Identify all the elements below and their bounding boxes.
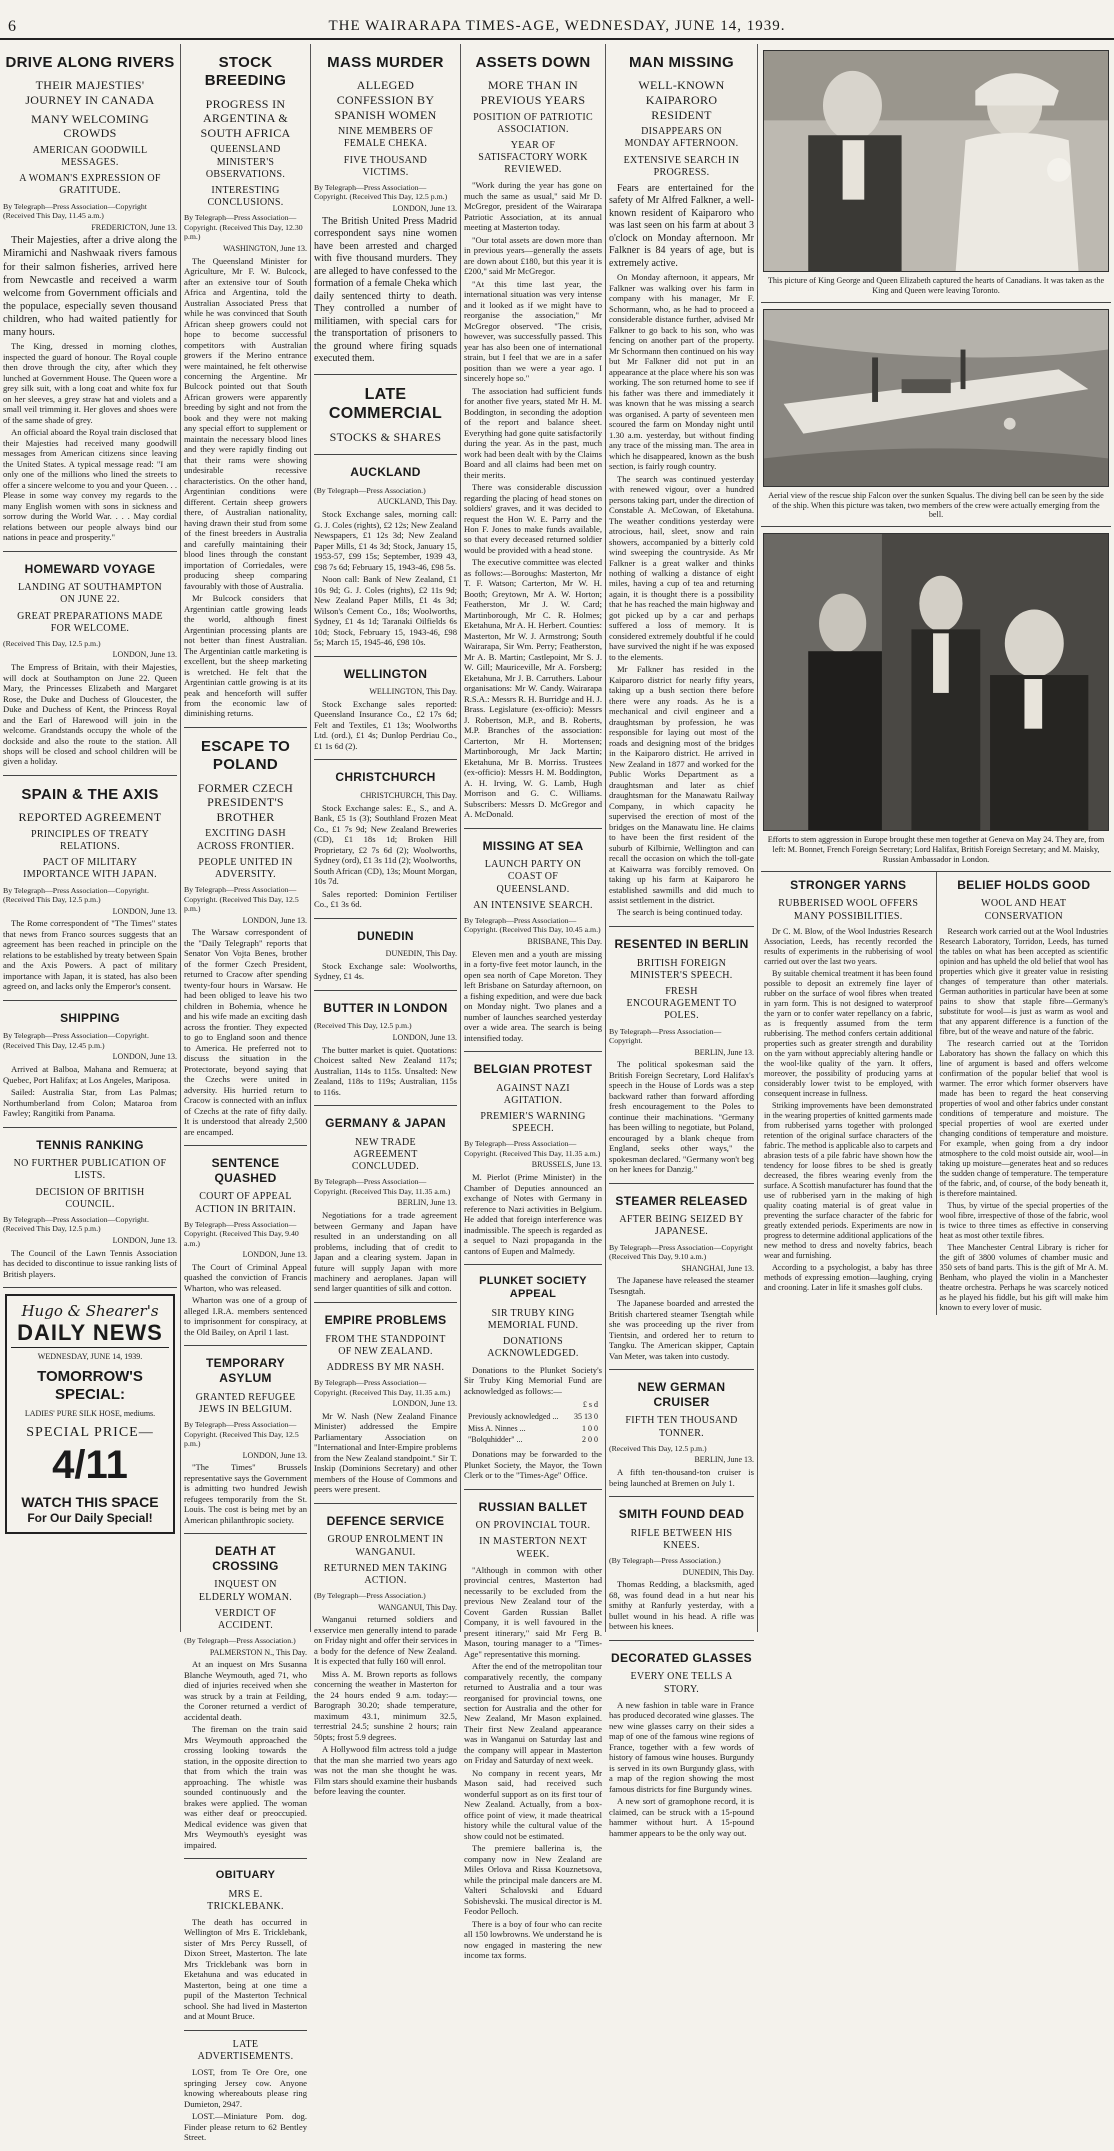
subheading: FIVE THOUSAND VICTIMS. [343, 154, 428, 178]
paragraph: Research work carried out at the Wool Industries Research Laboratory, Torridon, Leeds, has turned the tables on what has been accepted as scientific opinion and has upheld the old belief that wool has properties which give it greater value in resisting changes of temperature than other materials. German authorities in particular have been at some pains to show that staple fibre—Germany's substitute for wool—is just as warm as wool and that any apparent difference is a function of the fibre, but of the weave and nature of the fabric. [939, 926, 1108, 1036]
table-row [466, 1400, 600, 1410]
table-cell [466, 1400, 568, 1410]
credit-line: By Telegraph—Press Association—Copyright. (Received This Day, 12.5 p.m.) [184, 885, 299, 914]
paragraph: The butter market is quiet. Quotations: Choicest salted New Zealand 117s; Australian, 114s to 115s. Unsalted: New Zealand, 118s to 119s; Australian, 115s to 116s. [314, 1044, 457, 1097]
dateline: BRISBANE, This Day. [527, 936, 602, 946]
paragraph: Donations may be forwarded to the Plunket Society, the Mayor, the Town Clerk or to the "Times-Age" Office. [464, 1449, 602, 1481]
headline: PLUNKET SOCIETY APPEAL [479, 1275, 587, 1301]
column-3 [311, 44, 460, 1797]
paragraph: Miss A. M. Brown reports as follows concerning the weather in Masterton for the 24 hours ended 9 a.m. today:—Barograph 30.20; shade temperature, maximum 43.1, minimum 32.5, terrestrial 24.5; sunshine 2 hours; rain 50pts; frost 5.9 degrees. [314, 1668, 457, 1742]
paragraph: The Rome correspondent of "The Times" states that news from Franco sources suggests that an agreement has been reached in principle on the relations to be established by treaty between Spain and the Axis Powers. A pact of military importance with Japan, it is stated, has also been agreed on, and lacks only the Emperor's consent. [3, 918, 177, 992]
subheading: THEIR MAJESTIES' JOURNEY IN CANADA [25, 78, 155, 107]
paragraph: The Japanese have released the steamer Tsesngtah. [609, 1275, 754, 1296]
table-cell: 1 0 0 [582, 1423, 598, 1433]
subheading: GRANTED REFUGEE JEWS IN BELGIUM. [195, 1391, 296, 1415]
headline: RESENTED IN BERLIN [614, 936, 749, 951]
subheading: FORMER CZECH PRESIDENT'S BROTHER [197, 780, 294, 824]
article-escape-to-poland [184, 728, 307, 1146]
dateline: LONDON, June 13. [112, 1052, 177, 1062]
ad-daily: For Our Daily Special! [27, 1511, 153, 1526]
subheading: WOOL AND HEAT CONSERVATION [981, 898, 1067, 922]
column-2 [181, 44, 310, 2143]
headline: MISSING AT SEA [482, 838, 584, 853]
headline: MAN MISSING [629, 54, 734, 71]
credit-line: By Telegraph—Press Association—Copyright (Received This Day, 11.45 a.m.) [3, 201, 147, 221]
paragraph: The fireman on the train said Mrs Weymouth approached the crossing looking towards the station, in the opposite direction to that from which the train was approaching. The whistle was sounded continuously and the brakes were applied. The woman was either deaf or preoccupied. Medical evidence was given that Mrs Weymouth's eyesight was impaired. [184, 1724, 307, 1850]
paragraph: No company in recent years, Mr Mason said, had received such wonderful support as on its first tour of New Zealand. Actually, from a box-office point of view, it made theatrical history while the cultural value of the show could not be estimated. [464, 1767, 602, 1841]
paragraph: "At this time last year, the international situation was very intense and it looked as if we might have to reorganise the association," Mr McGregor observed. "The crisis, however, was successfully passed. This year has also been one of international strain, but I feel that we are in a safer position than we were a year ago. I sincerely hope so." [464, 278, 602, 384]
paragraph: An official aboard the Royal train disclosed that their Majesties had received many goodwill messages from American citizens since leaving the United States. A typical message read: "I am only one of the millions who lined the streets to offer a sincere welcome to you and your Queen. . . Please in some way convey my regards to the many English women with sons in sickness and sorrow during the World War. . . . May cordial relations between our people always bind our nations in peace and prosperity." [3, 427, 177, 543]
ad-price: 4/11 [52, 1443, 128, 1488]
article-assets-down [464, 44, 602, 829]
article-dunedin [314, 919, 457, 991]
subheading: PRINCIPLES OF TREATY RELATIONS. [30, 828, 150, 853]
article-belief-holds-good [936, 872, 1112, 1315]
subheading: INTERESTING CONCLUSIONS. [207, 185, 284, 209]
subheading: QUEENSLAND MINISTER'S OBSERVATIONS. [205, 144, 286, 180]
subheading: WELL-KNOWN KAIPARORO RESIDENT [638, 78, 725, 122]
headline: GERMANY & JAPAN [325, 1116, 446, 1131]
paragraph: A new sort of gramophone record, it is claimed, can be struck with a 15-pound hammer without hurt. A 15-pound hammer appears to be the only way out. [609, 1796, 754, 1838]
dateline: LONDON, June 13. [242, 915, 307, 925]
table-cell: Miss A. Ninnes ... [468, 1423, 526, 1433]
paragraph: A new fashion in table ware in France has produced decorated wine glasses. The new wine glasses carry on their sides a map of one of the famous wine regions of France, together with a few words of history of famous wine houses. Burgundy is served in its own Burgundy glass, with a map of the region showing the most famous districts for fine Burgundy wines. [609, 1699, 754, 1794]
subheading: A WOMAN'S EXPRESSION OF GRATITUDE. [19, 173, 161, 197]
table-row [466, 1435, 600, 1445]
subheading: YEAR OF SATISFACTORY WORK REVIEWED. [478, 139, 588, 176]
article-auckland [314, 455, 457, 656]
article-man-missing [609, 44, 754, 927]
article-stock-breeding [184, 44, 307, 728]
subheading: LAUNCH PARTY ON COAST OF QUEENSLAND. [484, 859, 582, 895]
column-1 [0, 44, 180, 1632]
article-decorated-glasses [609, 1641, 754, 1846]
credit-line: (By Telegraph—Press Association.) [609, 1556, 721, 1566]
paragraph: Stock Exchange sale: Woolworths, Sydney, £1 4s. [314, 960, 457, 982]
paragraph: "Our total assets are down more than in previous years—generally the assets are down about £180, but this year it is £200," said Mr McGregor. [464, 234, 602, 277]
subheading: DECISION OF BRITISH COUNCIL. [35, 1186, 145, 1210]
table-row [466, 1412, 600, 1422]
subheading: NINE MEMBERS OF FEMALE CHEKA. [337, 126, 434, 150]
paragraph: The executive committee was elected as follows:—Boroughs: Masterton, Mr T. F. Watson; Carterton, Mr W. H. Booth; Greytown, Mr A. W. Horton; Featherston, Mr J. W. Card; Martinborough, Mr C. R. Holmes; Eketahuna, Mr A. H. Herbert. Counties: Masterton, Mr W. J. Armstrong; South Wairarapa, Sir Wm. Perry; Featherston, Mr A. B. Martin; Castlepoint, Mr S. J. W. Gill; Mauriceville, Mr A. Forsberg; Eketahuna, Mr J. B. Carruthers. Labour organisations: Mr W. Candy. Wairarapa R.S.A.: Messrs R. H. Burridge and H. J. Brass. Legislature (ex-officio): Messrs J. Robertson, M.P., and B. Roberts, M.P. Branches of the association: Carterton, Mr H. Mortensen; Martinborough, Mr Jack Martin; Eketahuna, Mr B. Morriss. Trustees (ex-officio): Messrs H. M. Boddington, A. H. Irving, W. G. Lamb, Hugh Morrison and G. C. Williams. Subscribers: Messrs D. McGregor and A. McDonald. [464, 557, 602, 820]
subheading: EVERY ONE TELLS A STORY. [630, 1671, 733, 1695]
article-death-at-crossing [184, 1534, 307, 1859]
headline: BUTTER IN LONDON [323, 1000, 448, 1015]
column-6 [758, 44, 1114, 1632]
article-homeward-voyage [3, 552, 177, 776]
ad-item: LADIES' PURE SILK HOSE, mediums. [24, 1408, 156, 1418]
paragraph: "The Times" Brussels representative says the Government is admitting two hundred Jewish refugees temporarily from the St. Louis. The cost is being met by an American philanthropic society. [184, 1462, 307, 1525]
headline: TENNIS RANKING [36, 1137, 144, 1152]
headline: STEAMER RELEASED [615, 1193, 748, 1208]
subheading: PROGRESS IN ARGENTINA & SOUTH AFRICA [200, 96, 291, 140]
table-cell: 35 13 0 [574, 1411, 598, 1421]
dateline: LONDON, June 13. [392, 203, 457, 213]
subheading: GROUP ENROLMENT IN WANGANUI. [327, 1534, 444, 1558]
subheading: EXCITING DASH ACROSS FRONTIER. [196, 828, 295, 852]
paragraph: Mr W. Nash (New Zealand Finance Minister) addressed the Empire Parliamentary Association on "International and Inter-Empire problems from the New Zealand standpoint." Sir T. Inskip (Dominions Secretary) and other members of the House of Commons and peers were present. [314, 1410, 457, 1495]
headline: DRIVE ALONG RIVERS [5, 54, 175, 71]
dateline: LONDON, June 13. [242, 1450, 307, 1460]
headline: SHIPPING [60, 1010, 120, 1025]
subheading: RUBBERISED WOOL OFFERS MANY POSSIBILITIES. [778, 898, 919, 922]
subheading: RIFLE BETWEEN HIS KNEES. [630, 1527, 733, 1551]
paragraph: Sales reported: Dominion Fertiliser Co., £1 3s 6d. [314, 888, 457, 910]
table-cell: Previously acknowledged ... [468, 1411, 559, 1421]
credit-line: (Received This Day, 12.5 p.m.) [609, 1443, 707, 1453]
dateline: LONDON, June 13. [392, 1032, 457, 1042]
paragraph: The research carried out at the Torridon Laboratory has shown the fallacy on which this line of argument is based and offers welcome confirmation of the popular belief that wool is warmer. The error which former observers have made has been to regard the heat conserving properties of wool and other fabrics under constant conditions of temperature and moisture. The special properties of wool are exerted under changing conditions of temperature and moisture. For example, when going from a dry indoor atmosphere to the cold moist outside air, wool—in taking up moisture—generates heat and so reduces the sudden change of temperature. The temperature of the fabric, and, of course, of the body beneath it, is therefore maintained. [939, 1038, 1108, 1198]
paragraph: "Work during the year has gone on much the same as usual," said Mr D. McGregor, president of the Wairarapa Patriotic Association, at its annual meeting at Masterton today. [464, 180, 602, 233]
headline: BELGIAN PROTEST [473, 1062, 593, 1077]
article-defence-service [314, 1504, 457, 1805]
dateline: WANGANUI, This Day. [378, 1602, 457, 1612]
column-6-articles [761, 872, 1111, 1315]
paragraph: Sailed: Australia Star, from Las Palmas; Northumberland from Colon; Mataroa from Fawley; Rangitiki from Panama. [3, 1087, 177, 1119]
subheading: NEW TRADE AGREEMENT CONCLUDED. [351, 1136, 420, 1173]
headline: ESCAPE TO POLAND [200, 737, 291, 774]
credit-line: By Telegraph—Press Association—Copyright. (Received This Day, 11.35 a.m.) [464, 1139, 601, 1158]
subheading: NO FURTHER PUBLICATION OF LISTS. [13, 1158, 167, 1182]
dateline: CHRISTCHURCH, This Day. [360, 790, 457, 800]
credit-line: (Received This Day, 12.5 p.m.) [3, 638, 101, 648]
advertisement-daily-news [5, 1294, 175, 1534]
headline: MASS MURDER [327, 54, 444, 71]
dateline: BRUSSELS, June 13. [531, 1160, 602, 1170]
headline: SPAIN & THE AXIS [21, 785, 159, 803]
dateline: LONDON, June 13. [112, 650, 177, 660]
subheading: VERDICT OF ACCIDENT. [214, 1607, 277, 1631]
credit-line: By Telegraph—Press Association—Copyright. (Received This Day, 12.5 p.m.) [314, 182, 448, 202]
paragraph: The Empress of Britain, with their Majesties, will dock at Southampton on June 22. Queen Mary, the Princesses Elizabeth and Margaret Rose, the Duke and Duchess of Gloucester, the Duke and Duchess of Kent, the Princess Royal and the Earl of Harewood will join in the welcome. Grandstands occupy the whole of the dockside and also the route to the station. All shops will be closed and school children will be given a holiday. [3, 662, 177, 767]
paragraph: Stock Exchange sales: E., S., and A. Bank, £5 1s (3); Southland Frozen Meat Co., £1 7s 9d; New Zealand Breweries (CD), £1 18s 1d; Broken Hill Proprietary, £2 7s 6d (2); Woolworths, Sydney (ord), £1 3s 11d (2); Woolworths, South African (CD), 13s; Mount Morgan, 10s 7d. [314, 802, 458, 887]
column-5 [606, 44, 757, 1838]
ad-watch: WATCH THIS SPACE [21, 1494, 159, 1511]
subheading: AMERICAN GOODWILL MESSAGES. [32, 144, 148, 168]
dateline: BERLIN, June 13. [397, 1198, 457, 1208]
subheading: MRS E. TRICKLEBANK. [207, 1888, 284, 1912]
article-new-german-cruiser [609, 1370, 754, 1497]
article-steamer-released [609, 1184, 754, 1371]
donations-table [464, 1398, 602, 1447]
paragraph: The death has occurred in Wellington of Mrs E. Tricklebank, sister of Mrs Percy Russell, of Dixon Street, Masterton. The late Mrs Tricklebank was born in Eketahuna and was educated in Masterton, being at one time a pupil of the Masterton Technical school. She had lived in Masterton and at Mount Bruce. [184, 1916, 307, 2022]
article-germany-japan [314, 1106, 457, 1303]
dateline: LONDON, June 13. [112, 906, 177, 916]
paragraph: Striking improvements have been demonstrated in the wearing properties of knitted garments made from rubberised yarns together with prolonged retention of the original surface characters of the fabric. The method is applicable also to carpets and abrasion tests of a pile fabric have shown how the tendency for loose fibres to be shed is greatly decreased, the fibres wearing evenly from the surface. A Scottish manufacturer has found that the use of rubberised yarn in the making of high quality coating material is of great value in preventing the surface character of the fabric for greatly extended periods. Experiments are now in progress to determine additional applications of the new method to dress and novelty fabrics, beach wear and furnishing. [764, 1100, 933, 1260]
paragraph: After the end of the metropolitan tour comparatively recently, the company returned to Australia and a tour was reorganised for provincial towns, one section for Australia and the other for New Zealand, Mr Mason explained. Their first New Zealand appearance was in Wanganui on Saturday last and the company will appear in Masterton on Friday and Saturday of next week. [464, 1661, 602, 1766]
credit-line: By Telegraph—Press Association—Copyright. [609, 1026, 722, 1046]
table-cell: £ s d [582, 1400, 598, 1410]
credit-line: (By Telegraph—Press Association.) [314, 1591, 426, 1601]
dateline: FREDERICTON, June 13. [91, 222, 177, 232]
subheading: AN INTENSIVE SEARCH. [473, 899, 593, 911]
article-russian-ballet [464, 1490, 602, 1969]
subheading: FRESH ENCOURAGEMENT TO POLES. [626, 985, 737, 1022]
ad-brand: DAILY NEWS [11, 1320, 169, 1348]
subheading: EXTENSIVE SEARCH IN PROGRESS. [623, 154, 740, 178]
dateline: WELLINGTON, This Day. [369, 687, 457, 697]
geneva-statesmen-photo [763, 533, 1109, 831]
article-obituary [184, 1859, 307, 2031]
paragraph: The Warsaw correspondent of the "Daily Telegraph" reports that Senator Von Vojta Benes, brother of the former Czech President, returned to Cracow after spending twenty-four hours in Warsaw. He had been obliged to leave his two children in Bohemia, whence he and his wife made an exciting dash across the frontier. They expected to go to England soon and thence to America. He preferred not to discuss the situation in the Protectorate, beyond saying that the Czechs were united in adversity. His hurried return to Cracow is connected with an influx of Czechs at the rate of fifty daily. It is understood that already 2,500 are encamped. [184, 927, 307, 1137]
headline: OBITUARY [215, 1869, 276, 1882]
paragraph: The association had sufficient funds for another five years, stated Mr H. M. Boddington, in seconding the adoption of the report and balance sheet. Everything had gone quite satisfactorily during the year. As in the past, much work had been dealt with by the Claims Board and all claims had been met on their merits. [464, 385, 602, 480]
paragraph: There was considerable discussion regarding the placing of head stones on soldiers' graves, and it was decided to request the Hon W. E. Parry and the Hon F. Jones to make funds available, so that every deceased returned soldier would be provided with a head stone. [464, 482, 602, 555]
article-sentence-quashed [184, 1146, 307, 1346]
headline: SENTENCE QUASHED [211, 1156, 280, 1185]
ad-date: WEDNESDAY, JUNE 14, 1939. [37, 1352, 143, 1362]
paragraph: According to a psychologist, a baby has three methods of expressing emotion—laughing, crying and crooning. Later in life it smashes golf clubs. [764, 1262, 933, 1292]
paragraph: Thus, by virtue of the special properties of the wool fibre, irrespective of those of the fabric, wool is twice to three times as effective in conserving heat as most other textile fibres. [939, 1200, 1108, 1240]
credit-line: By Telegraph—Press Association—Copyright (Received This Day, 9.10 a.m.) [609, 1242, 753, 1262]
paragraph: Donations to the Plunket Society's Sir Truby King Memorial Fund are acknowledged as follows:— [464, 1364, 602, 1396]
classified-ad: LOST, from Te Ore Ore, one springing Jersey cow. Anyone knowing whereabouts please ring Dumieton, 2947. [184, 2067, 307, 2109]
dateline: LONDON, June 13. [242, 1250, 307, 1260]
credit-line: By Telegraph—Press Association—Copyright. (Received This Day, 12.5 p.m.) [3, 1214, 149, 1234]
article-stronger-yarns [761, 872, 936, 1315]
headline: CHRISTCHURCH [335, 770, 436, 785]
paragraph: The Japanese boarded and arrested the British chartered steamer Tsengtah while she was proceeding up the river from Tientsin, and ordered her to return to Tangku. The American skipper, Captain Van Meter, was taken into custody. [609, 1298, 754, 1361]
credit-line: (By Telegraph—Press Association.) [314, 485, 426, 495]
subheading: IN MASTERTON NEXT WEEK. [479, 1536, 587, 1560]
headline: SMITH FOUND DEAD [618, 1507, 745, 1522]
subheading: PEOPLE UNITED IN ADVERSITY. [198, 856, 293, 880]
paragraph: Dr C. M. Blow, of the Wool Industries Research Association, Leeds, has recently recorded the results of experiments in the rubberising of wool carried out over the last two years. [764, 926, 933, 966]
subheading: ALLEGED CONFESSION BY SPANISH WOMEN [334, 78, 437, 122]
article-missing-at-sea [464, 829, 602, 1052]
table-cell: "Bolquhidder" ... [468, 1435, 523, 1445]
dateline: AUCKLAND, This Day. [377, 497, 457, 507]
dateline: PALMERSTON N., This Day. [209, 1647, 307, 1657]
headline: LATE COMMERCIAL [328, 385, 443, 423]
subheading: PREMIER'S WARNING SPEECH. [480, 1111, 586, 1135]
dateline: SHANGHAI, June 13. [681, 1263, 754, 1273]
paragraph: M. Pierlot (Prime Minister) in the Chamber of Deputies announced an exchange of Notes with Germany in reference to Nazi activities in Belgium. He added that foreign interference was inadmissible. The speech is regarded as a sequel to Nazi propaganda in the cantons of Eupen and Malmedy. [464, 1172, 602, 1256]
article-tennis-ranking [3, 1128, 177, 1289]
paragraph: Negotiations for a trade agreement between Germany and Japan have resulted in an understanding on all problems, including that of credit to Japan and a clearing system. Japan in future will supply Japan with more machinery and aeroplanes. Japan will send larger quantities of silk and cotton. [314, 1210, 457, 1294]
subheading: GREAT PREPARATIONS MADE FOR WELCOME. [17, 610, 163, 634]
article-plunket-society [464, 1265, 602, 1489]
ad-special: TOMORROW'S SPECIAL: [37, 1368, 143, 1404]
paragraph: Stock Exchange sales reported: Queensland Insurance Co., £2 17s 6d; Felt and Textiles, £1 13s; Woolworths Ltd. (ord.), £1 4s; Dunlop Perdriau Co., £1 1s 6d (2). [314, 698, 457, 751]
rescue-ship-photo [763, 309, 1109, 487]
credit-line: (By Telegraph—Press Association.) [184, 1636, 296, 1646]
paragraph: A Hollywood film actress told a judge that the man she married two years ago was not the man she thought he was. Film stars should examine their husbands before leaving the counter. [314, 1744, 457, 1797]
paragraph: Mr Falkner has resided in the Kaiparoro district for nearly fifty years, taking up a bush section there before there were any roads. As he is a mechanical and civil engineer and a draughtsman by profession, he was responsible for laying out most of the roads and designing most of the bridges in the Kaiparoro district. He arrived in New Zealand in 1877 and worked for the Public Works Department as a draughtsman and later as chief draughtsman for the Manawatu Railway Company, in which capacity he supervised the erection of most of the bridges on the Manawatu line. He claims to have been the first resident of the suburb of Kilbirnie, Wellington and can recall the occasion on which the toll-gate at Kaiwarra was forcibly removed. On taking up his farm at Kaiparoro he established sawmills and did much to assist settlement in the district. [609, 664, 754, 905]
photo-caption: Aerial view of the rescue ship Falcon over the sunken Squalus. The diving bell can be seen by the side of the ship. When this picture was taken, two members of the crew were actually emerging from the bell. [761, 491, 1111, 528]
lead-paragraph: Fears are entertained for the safety of Mr Alfred Falkner, a well-known resident of Kaiparoro who was last seen on his farm at about 3 o'clock on Monday afternoon. Mr Falkner is 84 years of age, but is extremely active. [609, 182, 754, 269]
article-wellington [314, 657, 457, 761]
subheading: STOCKS & SHARES [329, 429, 442, 444]
page-number: 6 [8, 18, 16, 35]
paragraph: Wanganui returned soldiers and exservice men generally intend to parade on Friday night and offer their services in a body for the defence of New Zealand. It is expected that fully 160 will enrol. [314, 1614, 457, 1667]
article-drive-along-rivers [3, 44, 177, 552]
headline: DECORATED GLASSES [611, 1650, 752, 1665]
headline: AUCKLAND [350, 465, 421, 480]
credit-line: By Telegraph—Press Association—Copyright. (Received This Day, 12.30 p.m.) [184, 213, 303, 242]
article-resented-in-berlin [609, 927, 754, 1184]
paragraph: By suitable chemical treatment it has been found possible to deposit an extremely fine layer of rubber on the surface of wool fibres when treated in yarn form. This is not designed to waterproof the yarn or to confer water repellancy on a fabric, as is frequently assumed from the term rubberising. The method confers certain additional properties such as greater strength and durability on the yarn without appreciably altering handle or the wool-like quality of the yarn. It offers, moreover, the possibility of producing yarns at considerably lower twist to be employed, with consequent increase in fullness. [764, 968, 933, 1098]
lead-paragraph: The British United Press Madrid correspondent says nine women have been arrested and charged with five thousand murders. They are alleged to have confessed to the formation of a female Cheka which daily sentenced thirty to death. They controlled a number of militiamen, with special cars for the transportation of prisoners to the ground where firing squads executed them. [314, 215, 457, 365]
subheading: DONATIONS ACKNOWLEDGED. [487, 1336, 579, 1360]
paragraph: A fifth ten-thousand-ton cruiser is being launched at Bremen on July 1. [609, 1467, 754, 1488]
section-late-commercial [314, 375, 457, 456]
masthead [0, 0, 1114, 40]
headline: RUSSIAN BALLET [478, 1499, 588, 1514]
subheading: LANDING AT SOUTHAMPTON ON JUNE 22. [17, 582, 163, 606]
headline: WELLINGTON [343, 666, 428, 681]
dateline: DUNEDIN, This Day. [385, 949, 457, 959]
article-belgian-protest [464, 1052, 602, 1265]
subheading: FIFTH TEN THOUSAND TONNER. [625, 1415, 738, 1439]
article-spain-and-axis [3, 776, 177, 1001]
paragraph: Stock Exchange sales, morning call: G. J. Coles (rights), £2 12s; New Zealand Newspapers, £1 12s 3d; New Zealand Paper Mills, £1 4s 3d; Stock, January 15, 1953-57, £99 15s; September, 1939 43, £98 7s 6d; February 15, 1943-46, £98 5s. [314, 509, 457, 572]
subheading: AFTER BEING SEIZED BY JAPANESE. [619, 1214, 744, 1238]
article-butter-in-london [314, 991, 457, 1106]
article-shipping [3, 1001, 177, 1128]
royal-couple-photo [763, 50, 1109, 272]
article-temporary-asylum [184, 1346, 307, 1534]
subheading: POSITION OF PATRIOTIC ASSOCIATION. [473, 111, 593, 135]
paragraph: The premiere ballerina is, the company now in New Zealand are Miles Orlova and Rissa Kouznetsova, while the principal male dancers are M. Valteri Schalovski and Eduard Sobishevski. The musical director is M. Feodor Pelloch. [464, 1843, 602, 1917]
subheading: DISAPPEARS ON MONDAY AFTERNOON. [624, 126, 739, 150]
table-cell: 2 0 0 [582, 1435, 598, 1445]
ad-logo: Hugo & Shearer's [21, 1302, 159, 1321]
headline: NEW GERMAN CRUISER [637, 1380, 726, 1409]
article-empire-problems [314, 1303, 457, 1504]
credit-line: By Telegraph—Press Association—Copyright. (Received This Day, 9.40 a.m.) [184, 1219, 299, 1248]
subheading: ADDRESS BY MR NASH. [326, 1361, 445, 1373]
article-smith-found-dead [609, 1497, 754, 1641]
headline: DUNEDIN [357, 928, 414, 943]
dateline: LONDON, June 13. [112, 1235, 177, 1245]
credit-line: By Telegraph—Press Association—Copyright. (Received This Day, 11.35 a.m.) [314, 1378, 451, 1397]
paragraph: On Monday afternoon, it appears, Mr Falkner was walking over his farm in company with his manager, Mr F. Schormann, who, as he had to proceed a considerable distance further, advised Mr Falkner to go back to his son, who was fencing on another part of the property. Mr Schormann then continued on his way but Mr Falkner did not put in an appearance at the place where his son was working. The son returned home to see if his father was there and immediately it was known that he was missing a search was organised. A party of seventeen men scoured the farm on Monday night until 1.30 a.m. yesterday, but without finding any trace of the missing man. The area in which he disappeared, known as the bush section, is fairly rough country. [609, 272, 754, 472]
photo-caption: This picture of King George and Queen Elizabeth captured the hearts of Canadians. It was taken as the King and Queen were leaving Toronto. [761, 276, 1111, 303]
subheading: FROM THE STANDPOINT OF NEW ZEALAND. [325, 1333, 446, 1357]
paragraph: There is a boy of four who can recite all 150 lowbrowns. We understand he is now engaged in mastering the new income tax forms. [464, 1918, 602, 1961]
credit-line: By Telegraph—Press Association—Copyright. (Received This Day, 10.45 a.m.) [464, 915, 601, 935]
headline: TEMPORARY ASYLUM [206, 1356, 285, 1386]
paragraph: Noon call: Bank of New Zealand, £1 10s 9d; G. J. Coles (rights), £2 11s 9d; New Zealand Paper Mills, £1 4s 3d; Wilson's Cement Co., 18s; Woolworths, Sydney, £1 4s 1d; Taranaki Oilfields 6s 10d; Stock, February 15, 1943-46, £98 5s; March 15, 1945-46, £98 10s. [314, 574, 457, 648]
paragraph: The King, dressed in morning clothes, inspected the guard of honour. The Royal couple then drove through the city, after which they lunched at Government House. The Queen wore a grey silk suit, with a long coat and white fox fur on her sleeves, a grey straw hat and violets and a small veil trimming it. Her gloves and shoes were of the same shade of grey. [3, 341, 177, 425]
dateline: BERLIN, June 13. [694, 1455, 754, 1465]
paragraph: The Queensland Minister for Agriculture, Mr F. W. Bulcock, after an extensive tour of South Africa and Argentina, told the Australian Associated Press that while he was convinced that South African sheep growers could not hope to become successful competitors with Australian growers if the Merino entrance were maintained, he felt otherwise concerning the Argentine. Mr Bulcock pointed out that South African growers were apparently breeding by sight and not from the book and they were not making any special effort to supplement or maintain the necessary blood lines and they were rapidly finding out that their rams were showing undesirable recessive characteristics. On the other hand, Argentinian conditions were different. Certain sheep growers there, of Australian nationality, having drawn their stud from some of the finest breeders in Australia and carefully maintaining their blood lines through the constant importation of Corriedales, were producing sheep comparing favourably with those of Australia. [184, 255, 307, 591]
headline: EMPIRE PROBLEMS [324, 1312, 447, 1327]
paragraph: "Although in common with other provincial centres, Masterton had necessarily to be excluded from the previous New Zealand tour of the Covent Garden Russian Ballet Company, it is well favoured in the present itinerary," said Mr Ferg B. Mason, touring manager to a "Times-Age" representative this morning. [464, 1564, 602, 1659]
headline: LATE ADVERTISEMENTS. [197, 2038, 294, 2062]
paragraph: Wharton was one of a group of alleged I.R.A. members sentenced to imprisonment for conspiracy, at the Old Bailey, on April 1 last. [184, 1295, 307, 1337]
credit-line: By Telegraph—Press Association—Copyright. (Received This Day, 12.5 p.m.) [184, 1420, 299, 1449]
subheading: INQUEST ON ELDERLY WOMAN. [198, 1579, 293, 1603]
geneva-statesmen-image [764, 534, 1108, 830]
credit-line: By Telegraph—Press Association—Copyright. (Received This Day, 12.5 p.m.) [3, 885, 149, 905]
subheading: PACT OF MILITARY IMPORTANCE WITH JAPAN. [23, 857, 157, 881]
paragraph: Arrived at Balboa, Mahana and Remuera; at Quebec, Port Halifax; at Los Angeles, Mariposa. [3, 1064, 177, 1085]
newspaper-title: THE WAIRARAPA TIMES-AGE, WEDNESDAY, JUNE 14, 1939. [328, 18, 786, 34]
article-christchurch [314, 760, 457, 918]
headline: DEATH AT CROSSING [212, 1544, 279, 1573]
headline: BELIEF HOLDS GOOD [957, 877, 1091, 892]
subheading: AGAINST NAZI AGITATION. [496, 1082, 570, 1106]
subheading: ON PROVINCIAL TOUR. [475, 1520, 591, 1532]
credit-line: (Received This Day, 12.5 p.m.) [314, 1021, 412, 1031]
photo-caption: Efforts to stem aggression in Europe brought these men together at Geneva on May 24. They are, from left: M. Bonnet, French Foreign Secretary; Lord Halifax, British Foreign Secretary; and M. Maisky, Russian Ambassador in London. [761, 835, 1111, 872]
dateline: DUNEDIN, This Day. [682, 1567, 754, 1577]
credit-line: By Telegraph—Press Association—Copyright. (Received This Day, 12.45 p.m.) [3, 1031, 149, 1050]
paragraph: Eleven men and a youth are missing in a forty-five feet motor launch, in the open sea north of Cape Moreton. They left Brisbane on Saturday afternoon, on a fishing expedition, and were due back on Monday night. Two planes and a number of launches searched yesterday over a wide area. The search is being intensified today. [464, 948, 602, 1043]
paragraph: At an inquest on Mrs Susanna Blanche Weymouth, aged 71, who died of injuries received when she was struck by a train at Feilding, the Coroner returned a verdict of accidental death. [184, 1659, 307, 1722]
headline: HOMEWARD VOYAGE [24, 561, 156, 576]
table-row [466, 1424, 600, 1434]
ad-price-label: SPECIAL PRICE— [26, 1425, 154, 1441]
headline: DEFENCE SERVICE [326, 1513, 445, 1528]
dateline: BERLIN, June 13. [694, 1047, 754, 1057]
paragraph: Thomas Redding, a blacksmith, aged 68, was found dead in a hut near his smithy at Ranfurly yesterday, with a bullet wound in his head. A rifle was between his knees. [609, 1579, 754, 1632]
subheading: RETURNED MEN TAKING ACTION. [323, 1562, 448, 1586]
paragraph: Thee Manchester Central Library is richer for the gift of 3800 volumes of chamber music and 350 sets of band parts. This is the gift of Mr A. M. Benham, who played the violin in a Manchester theatre orchestra. Perhaps he was scarcely noticed as he played his fiddle, but his gift will make him known to every lover of music. [939, 1242, 1108, 1312]
dateline: WASHINGTON, June 13. [223, 243, 307, 253]
headline: ASSETS DOWN [475, 54, 591, 71]
paragraph: Mr Bulcock considers that Argentinian cattle growing leads the world, although finest Argentinian processing plants are not better than finest Australian. The Argentinian cattle marketing is excellent, but the sheep marketing is wretched. He felt that the Argentinian cattle growing is at its peak and henceforth will suffer from the economic law of diminishing returns. [184, 593, 307, 719]
subheading: REPORTED AGREEMENT [18, 810, 162, 825]
subheading: SIR TRUBY KING MEMORIAL FUND. [487, 1307, 579, 1332]
headline: STRONGER YARNS [790, 877, 907, 892]
article-late-advertisements [184, 2031, 307, 2151]
subheading: MORE THAN IN PREVIOUS YEARS [480, 78, 586, 107]
lead-paragraph: Their Majesties, after a drive along the Miramichi and Nashwaak rivers famous for their salmon fisheries, arrived here from Newcastle and received a warm welcome from Government officials and the populace, especially seven thousand children, who had waited patiently for many hours. [3, 235, 177, 339]
paragraph: The political spokesman said the British Foreign Secretary, Lord Halifax's speech in the House of Lords was a step backward rather than forward affording fresh encouragement to the Poles to continue their machinations. "Germany has been willing to negotiate, but Poland, encouraged by a blank cheque from England, seeks other ways," the spokesman declared. "Germany won't beg on her knees for Danzig." [609, 1059, 754, 1175]
paragraph: The search is being continued today. [617, 907, 743, 918]
paragraph: The Court of Criminal Appeal quashed the conviction of Francis Wharton, who was released. [184, 1262, 307, 1293]
article-mass-murder [314, 44, 457, 375]
column-4 [461, 44, 605, 1961]
classified-ad: LOST.—Miniature Pom. dog. Finder please return to 62 Bentley Street. [184, 2111, 307, 2143]
rescue-ship-image [764, 310, 1108, 486]
subheading: COURT OF APPEAL ACTION IN BRITAIN. [195, 1191, 296, 1215]
credit-line: By Telegraph—Press Association—Copyright. (Received This Day, 11.35 a.m.) [314, 1177, 451, 1196]
dateline: LONDON, June 13. [392, 1399, 457, 1409]
paragraph: The Council of the Lawn Tennis Association has decided to discontinue to issue ranking lists of British players. [3, 1247, 177, 1279]
subheading: BRITISH FOREIGN MINISTER'S SPEECH. [630, 957, 733, 981]
paragraph: The search was continued yesterday with renewed vigour, over a hundred persons taking part, under the direction of Constable A. McCowan, of Eketahuna. The weather conditions yesterday were atrocious, hail, sleet, snow and rain showers, accompanied by a bitterly cold wind sweeping the countryside. As Mr Falkner is a great walker and thinks nothing of walking a distance of eight miles, having a cup of tea and returning again, it is thought there is a possibility that he has reached the main highway and got picked up by a car and perhaps suffered a loss of memory. It is considered extremely doubtful if he could have survived the night if he was exposed to the elements. [609, 473, 754, 662]
subheading: MANY WELCOMING CROWDS [31, 111, 149, 141]
headline: STOCK BREEDING [204, 54, 287, 90]
royal-couple-image [764, 51, 1108, 271]
